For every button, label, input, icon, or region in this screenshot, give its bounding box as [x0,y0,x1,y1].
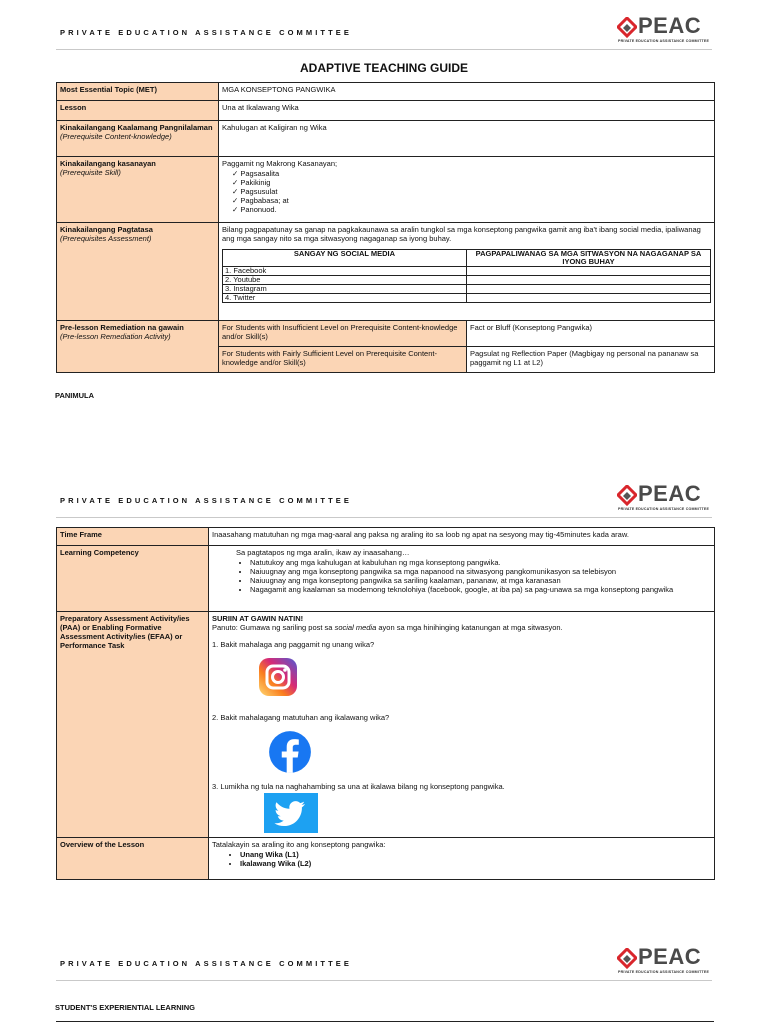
list-item: ✓ Pagsasalita [244,169,711,178]
competency-list [212,558,711,594]
overview-list [212,850,711,868]
page-header [56,481,712,518]
checklist [222,169,711,214]
question-2: 2. Bakit mahalagang matutuhan ang ikalawang wika? [212,713,390,722]
paa-value [209,612,715,838]
paa-instruction: Panuto: Gumawa ng sariling post sa social media ayon sa mga hinihinging katanungan at mga sitwasyon. [212,623,563,632]
overview-value [209,838,715,880]
table-row [57,121,715,157]
page-header [56,13,712,50]
met-value: MGA KONSEPTONG PANGWIKA [219,83,715,101]
list-item: ✓ Pakikinig [244,178,711,187]
remediation-label: Pre-lesson Remediation na gawain [60,323,184,332]
instagram-icon [258,657,298,697]
peac-logo [616,944,710,977]
section-experiential: STUDENT'S EXPERIENTIAL LEARNING [55,1003,195,1012]
assessment-value [219,223,715,321]
page-title: ADAPTIVE TEACHING GUIDE [299,61,468,75]
table-row [57,838,715,880]
remediation-what: Fact or Bluff (Konseptong Pangwika) [467,321,715,347]
inner-cell: 2. Youtube [223,276,467,285]
org-name: PRIVATE EDUCATION ASSISTANCE COMMITTEE [60,28,352,37]
table-row [57,612,715,838]
logo-word: PEAC [638,13,702,38]
remediation-sub: (Pre-lesson Remediation Activity) [60,332,171,341]
table-top-edge [56,1021,714,1022]
overview-label: Overview of the Lesson [57,838,209,880]
list-item: • Naiuugnay ang mga konseptong pangwika sa sariling kaalaman, pananaw, at mga karanasan [250,576,711,585]
met-label: Most Essential Topic (MET) [57,83,219,101]
list-item: • Nagagamit ang kaalaman sa modernong teknolohiya (facebook, google, at iba pa) sa pag-unawa sa mga konseptong pangwika [250,585,711,594]
inner-cell: 1. Facebook [223,267,467,276]
paa-label: Preparatory Assessment Activity/ies (PAA) or Enabling Formative Assessment Activity/ies (EFAA) or Performance Task [57,612,209,838]
prereq-skill-cell [57,157,219,223]
competency-value [209,546,715,612]
remediation-who: For Students with Fairly Sufficient Level on Prerequisite Content-knowledge and/or Skill(s) [219,347,467,373]
overview-intro: Tatalakayin sa araling ito ang konseptong pangwika: [212,840,386,849]
peac-emblem-icon [617,17,637,39]
prereq-skill-value [219,157,715,223]
prereq-skill-intro: Paggamit ng Makrong Kasanayan; [222,159,338,168]
peac-emblem-icon [617,948,637,970]
org-name: PRIVATE EDUCATION ASSISTANCE COMMITTEE [60,496,352,505]
timeframe-value: Inaasahang matutuhan ng mga mag-aaral ang paksa ng araling ito sa loob ng apat na sesyong may tig-45minutes kada araw. [209,528,715,546]
competency-label: Learning Competency [57,546,209,612]
table-row [57,83,715,101]
logo-subtitle: PRIVATE EDUCATION ASSISTANCE COMMITTEE [618,970,710,974]
competency-intro: Sa pagtatapos ng mga aralin, ikaw ay inaasahang… [236,548,410,557]
list-item: ✓ Pagsusulat [244,187,711,196]
peac-logo [616,481,710,514]
prereq-skill-label: Kinakailangang kasanayan [60,159,156,168]
timeframe-label: Time Frame [57,528,209,546]
list-item: • Naiuugnay ang mga konseptong pangwika sa mga napanood na sitwasyong pangkomunikasyon sa telebisyon [250,567,711,576]
assessment-cell [57,223,219,321]
question-1: 1. Bakit mahalaga ang paggamit ng unang wika? [212,640,375,649]
question-3: 3. Lumikha ng tula na naghahambing sa una at ikalawa bilang ng konseptong pangwika. [212,782,505,791]
remediation-what: Pagsulat ng Reflection Paper (Magbigay ng personal na pananaw sa paggamit ng L1 at L2) [467,347,715,373]
table-row [57,546,715,612]
assessment-text: Bilang pagpapatunay sa ganap na pagkakaunawa sa aralin tungkol sa mga konseptong pangwika gamit ang iba't ibang social media, ipaliwanag ang mga sangay nito sa mga sitwasyong nagaganap sa iyong buhay. [222,225,701,243]
list-item: ✓ Panonuod. [244,205,711,214]
logo-word: PEAC [638,481,702,506]
paa-heading: SURIIN AT GAWIN NATIN! [212,614,304,623]
table-row [57,321,715,347]
remediation-who: For Students with Insufficient Level on Prerequisite Content-knowledge and/or Skill(s) [219,321,467,347]
lesson-value: Una at Ikalawang Wika [219,101,715,121]
facebook-icon [268,730,312,774]
logo-subtitle: PRIVATE EDUCATION ASSISTANCE COMMITTEE [618,507,710,511]
social-media-table [222,249,711,303]
prereq-knowledge-value: Kahulugan at Kaligiran ng Wika [219,121,715,157]
prereq-knowledge-sub: (Prerequisite Content-knowledge) [60,132,172,141]
list-item: ✓ Pagbabasa; at [244,196,711,205]
lesson-label: Lesson [57,101,219,121]
prereq-knowledge-label: Kinakailangang Kaalamang Pangnilalaman [60,123,213,132]
prereq-skill-sub: (Prerequisite Skill) [60,168,121,177]
assessment-label: Kinakailangang Pagtatasa [60,225,153,234]
inner-cell: 4. Twitter [223,294,467,303]
peac-emblem-icon [617,485,637,507]
table-row [57,157,715,223]
peac-logo [616,13,710,46]
table-row [57,528,715,546]
page-header [56,944,712,981]
list-item: • Unang Wika (L1) [240,850,711,859]
inner-cell: 3. Instagram [223,285,467,294]
inner-header: PAGPAPALIWANAG SA MGA SITWASYON NA NAGAGANAP SA IYONG BUHAY [467,250,711,267]
org-name: PRIVATE EDUCATION ASSISTANCE COMMITTEE [60,959,352,968]
table-row [57,101,715,121]
guide-table [56,82,715,373]
prereq-knowledge-cell [57,121,219,157]
list-item: • Natutukoy ang mga kahulugan at kabuluhan ng mga konseptong pangwika. [250,558,711,567]
logo-word: PEAC [638,944,702,969]
assessment-sub: (Prerequisites Assessment) [60,234,152,243]
table-row [57,223,715,321]
twitter-icon [264,793,318,833]
logo-subtitle: PRIVATE EDUCATION ASSISTANCE COMMITTEE [618,39,710,43]
inner-header: SANGAY NG SOCIAL MEDIA [223,250,467,267]
list-item: • Ikalawang Wika (L2) [240,859,711,868]
remediation-cell [57,321,219,373]
section-panimula: PANIMULA [55,391,95,400]
lesson-table [56,527,715,880]
